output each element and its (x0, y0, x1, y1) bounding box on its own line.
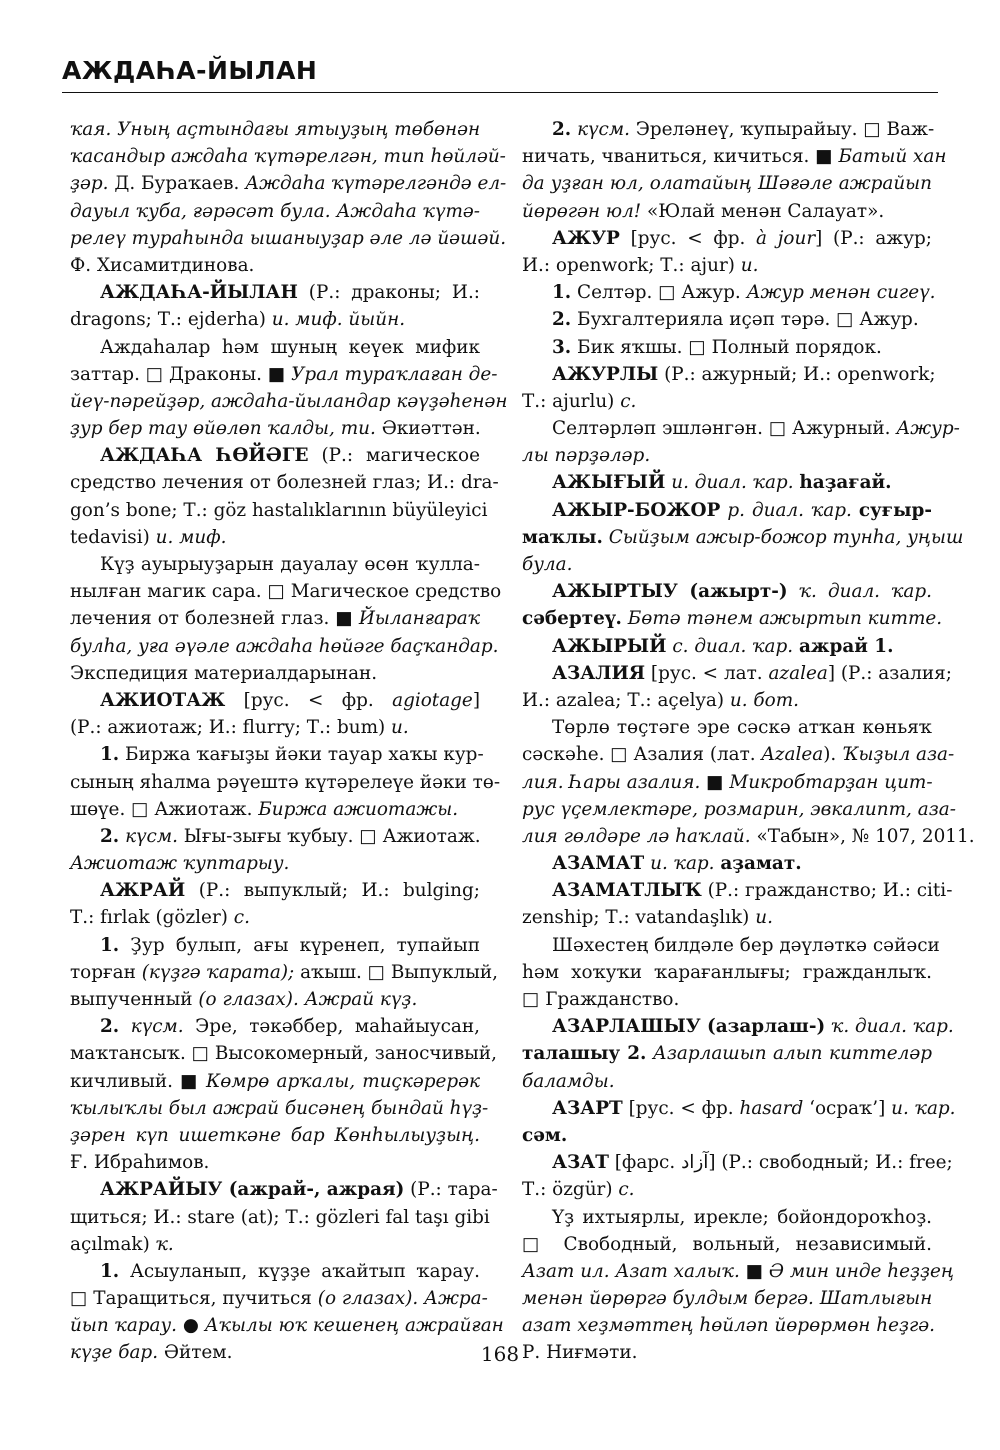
text-line: Р. Ниғмәти. (522, 1342, 638, 1364)
text-line: йеү-пәрейҙәр, аждаһа-йыландар кәүҙәһенән (70, 390, 508, 412)
text-line: Т.: özgür) с. (522, 1179, 635, 1201)
text-line: Т.: fırlak (gözler) с. (70, 907, 250, 929)
text-line: АЗАРТ [рус. < фр. hasard ‘осраҡ’] и. ҡар. (552, 1097, 956, 1119)
text-line: □ Свободный, вольный, независимый. (522, 1233, 932, 1255)
text-line: 1. Ҙур булып, ағы күренеп, тупайып (100, 934, 480, 956)
text-line: сәм. (522, 1124, 568, 1146)
text-line: маҡлы. Сыйҙым ажыр-божор тунһа, уңыш (522, 526, 964, 548)
text-line: ҡасандыр аждаһа ҡүтәрелгән, тип һөйләй- (70, 146, 506, 168)
text-line: АЖДАҺА ҺӨЙӘГЕ (Р.: магическое (100, 445, 480, 467)
text-line: Т.: ajurlu) с. (522, 390, 637, 412)
text-line: АЗАРЛАШЫУ (азарлаш-) ҡ. диал. ҡар. (552, 1016, 954, 1038)
text-line: АЖРАЙЫУ (ажрай-, ажрая) (Р.: тара- (100, 1179, 498, 1201)
text-line: менән йөрөргә булдым бергә. Шатлығын (522, 1288, 933, 1310)
text-line: йып ҡарау. ● Аҡылы юҡ кешенең ажрайған (70, 1315, 504, 1337)
text-line: □ Таращиться, пучиться (о глазах). Ажра- (70, 1288, 488, 1310)
text-line: dragons; Т.: ejderha) и. миф. йыйн. (70, 309, 406, 331)
text-line: лия. Һары азалия. ■ Микробтарҙан цит- (522, 771, 933, 793)
text-line: кичливый. ■ Көмрө арҡалы, тиҫкәрерәк (70, 1070, 480, 1092)
text-line: ҡылыҡлы был ажрай бисәнең бындай һүҙ- (70, 1097, 489, 1119)
text-line: нылған магик сара. □ Магическое средство (70, 581, 502, 603)
text-line: 2. күсм. Эре, тәкәббер, маһайыусан, (100, 1016, 480, 1038)
text-line: һәм хоҡуҡи ҡарағанлығы; гражданлыҡ. (522, 961, 932, 983)
text-line: средство лечения от болезней глаз; И.: dra- (70, 472, 499, 494)
text-line: баламды. (522, 1070, 615, 1092)
text-line: ҙәр. Д. Бураҡаев. Аждаһа ҡүтәрелгәндә ел- (70, 173, 507, 195)
text-line: АЖДАҺА-ЙЫЛАН (Р.: драконы; И.: (100, 282, 480, 304)
text-line: И.: openwork; Т.: ajur) и. (522, 254, 759, 276)
text-line: 2. Бухгалтерияла иҫәп тәрә. □ Ажур. (552, 309, 919, 331)
text-line: Үҙ ихтыярлы, ирекле; бойондороҡһоҙ. (552, 1206, 932, 1228)
text-line: торған (күҙгә ҡарата); аҡыш. □ Выпуклый, (70, 961, 499, 983)
text-line: Ғ. Ибраһимов. (70, 1152, 210, 1174)
text-line: АЖУРЛЫ (Р.: ажурный; И.: openwork; (552, 363, 936, 385)
text-line: ҡая. Уның аҫтындағы ятыуҙың төбөнән (70, 119, 481, 140)
text-line: АЖРАЙ (Р.: выпуклый; И.: bulging; (100, 880, 480, 902)
text-line: рус үҫемлектәре, розмарин, эвкалипт, аза- (522, 798, 956, 820)
text-line: АЗАЛИЯ [рус. < лат. azalea] (Р.: азалия; (552, 662, 952, 684)
text-line: сының яһалма рәүештә күтәрелеүе йәки тө- (70, 771, 501, 793)
text-line: АЖУР [рус. < фр. à jour] (Р.: ажур; (552, 227, 932, 249)
text-line: АЖЫРТЫУ (ажырт-) ҡ. диал. ҡар. (552, 581, 932, 603)
text-line: лы пәрҙәләр. (522, 445, 651, 467)
text-line: шөүе. □ Ажиотаж. Биржа ажиотажы. (70, 798, 459, 820)
running-head: АЖДАҺА-ЙЫЛАН (62, 56, 318, 85)
text-line: ничать, чваниться, кичиться. ■ Батый хан (522, 146, 947, 168)
text-line: Аждаһалар һәм шуның кеүек мифик (100, 336, 480, 358)
text-line: АЖИОТАЖ [рус. < фр. agiotage] (100, 689, 480, 711)
text-line: ҙур бер тау өйөлөп ҡалды, ти. Әкиәттән. (70, 418, 481, 440)
text-line: ҙәрен күп ишеткәне бар Көнһылыуҙың. (70, 1124, 480, 1146)
text-line: Күҙ ауырыуҙарын дауалау өсөн ҡулла- (100, 554, 480, 575)
text-line: И.: azalea; Т.: açelya) и. бот. (522, 689, 799, 711)
text-line: 1. Селтәр. □ Ажур. Ажур менән сигеү. (552, 282, 936, 304)
text-line: 1. Биржа ҡағыҙы йәки тауар хаҡы кур- (100, 744, 484, 766)
text-line: маҡтансыҡ. □ Высокомерный, заносчивый, (70, 1043, 497, 1065)
text-line: лия гөлдәре лә һаҡлай. «Табын», № 107, 2011. (522, 825, 975, 847)
text-line: АЖЫР-БОЖОР р. диал. ҡар. суғыр- (552, 499, 932, 521)
text-line: □ Гражданство. (522, 989, 680, 1010)
text-line: дауыл ҡуба, ғәрәсәт була. Аждаһа ҡүтә- (70, 200, 480, 222)
text-line: АЖЫҒЫЙ и. диал. ҡар. һаҙағай. (552, 472, 892, 494)
text-line: 2. күсм. Эреләнеү, ҡупырайыу. □ Важ- (552, 119, 935, 140)
text-line: АЗАМАТЛЫҠ (Р.: гражданство; И.: citi- (552, 880, 953, 902)
text-line: 3. Бик яҡшы. □ Полный порядок. (552, 336, 882, 358)
text-line: булһа, уға әүәле аждаһа һөйәге баҫҡандар. (70, 635, 499, 657)
text-line: Азат ил. Азат халыҡ. ■ Ә мин инде һеҙҙең (522, 1260, 955, 1282)
text-line: талашыу 2. Азарлашып алып киттеләр (522, 1043, 932, 1065)
text-line: була. (522, 554, 573, 575)
text-line: Ф. Хисамитдинова. (70, 254, 255, 276)
text-line: щиться; И.: stare (at); Т.: gözleri fal taşı gibi (70, 1206, 490, 1228)
text-line: да уҙған юл, олатайың Шәғәле ажрайып (522, 173, 932, 195)
text-line: Селтәрләп эшләнгән. □ Ажурный. Ажур- (552, 418, 960, 440)
text-line: АЖЫРЫЙ с. диал. ҡар. ажрай 1. (552, 635, 894, 657)
text-line: выпученный (о глазах). Ажрай күҙ. (70, 989, 418, 1010)
text-line: сәбертеү. Бөтә тәнем ажыртып китте. (522, 608, 943, 630)
text-line: (Р.: ажиотаж; И.: flurry; Т.: bum) и. (70, 717, 409, 739)
text-line: лечения от болезней глаз. ■ Йыланғараҡ (70, 608, 480, 630)
text-line: Төрлө төҫтәге эре сәскә атҡан көньяҡ (552, 717, 932, 739)
page-number: 168 (480, 1342, 520, 1366)
text-line: АЗАТ [фарс. آزاد] (Р.: свободный; И.: free; (552, 1152, 953, 1174)
text-line: заттар. □ Драконы. ■ Урал тураҡлаған де- (70, 363, 498, 385)
text-line: zenship; Т.: vatandaşlık) и. (522, 907, 773, 929)
text-line: tedavisi) и. миф. (70, 526, 227, 548)
text-line: gon’s bone; Т.: göz hastalıklarının büyüleyici (70, 499, 488, 521)
header-rule (62, 92, 938, 93)
text-line: 2. күсм. Ығы-зығы ҡубыу. □ Ажиотаж. (100, 825, 481, 847)
text-line: күҙе бар. Әйтем. (70, 1342, 233, 1364)
text-line: 1. Асыуланып, күҙҙе аҡайтып ҡарау. (100, 1260, 480, 1282)
text-line: АЗАМАТ и. ҡар. аҙамат. (552, 853, 802, 875)
text-line: Шәхестең билдәле бер дәүләткә сәйәси (552, 934, 940, 956)
text-line: сәскәһе. □ Азалия (лат. Azalea). Ҡыҙыл аза- (522, 744, 955, 766)
text-line: Экспедиция материалдарынан. (70, 662, 378, 684)
text-line: йөрөгән юл! «Юлай менән Салауат». (522, 200, 885, 222)
right-column (522, 116, 975, 1367)
text-line: Ажиотаж ҡуптарыу. (70, 853, 290, 875)
text-line: açılmak) ҡ. (70, 1233, 174, 1255)
text-line: азат хеҙмәттең һөйләп йөрөрмөн һеҙгә. (522, 1315, 936, 1337)
text-line: релеү тураһында ышаныуҙар әле лә йәшәй. (70, 227, 507, 249)
